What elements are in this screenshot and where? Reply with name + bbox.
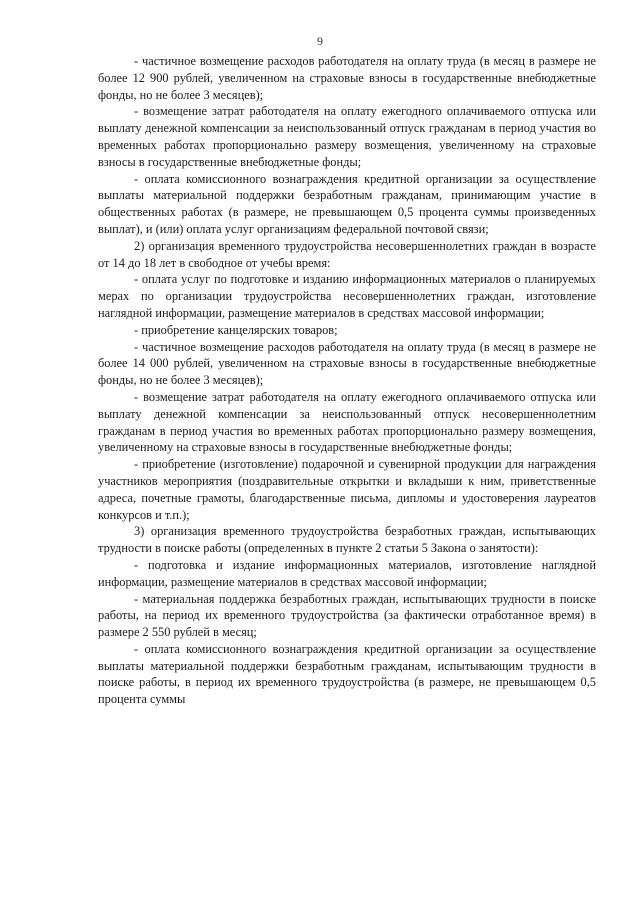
paragraph: - оплата услуг по подготовке и изданию информационных материалов о планируемых мерах по организации трудоустройства несовершеннолетних граждан, изготовление наглядной информации, размещение материалов в средствах массовой информации;: [98, 272, 596, 320]
document-body: [98, 53, 596, 708]
page-number: 9: [317, 34, 323, 48]
paragraph: - материальная поддержка безработных граждан, испытывающих трудности в поиске работы, на период их временного трудоустройства (за фактически отработанное время) в размере 2 550 рублей в месяц;: [98, 591, 596, 640]
paragraph: - частичное возмещение расходов работодателя на оплату труда (в месяц в размере не более 12 900 рублей, увеличенном на страховые взносы в государственные внебюджетные фонды, но не более 3 месяцев);: [98, 54, 596, 102]
paragraph: - возмещение затрат работодателя на оплату ежегодного оплачиваемого отпуска или выплату денежной компенсации за неиспользованный отпуск несовершеннолетним гражданам в период участия во временных работах пропорционально размеру возмещения, увеличенному на страховые взносы в государственные внебюджетные фонды;: [98, 389, 596, 455]
paragraph: - оплата комиссионного вознаграждения кредитной организации за осуществление выплаты материальной поддержки безработным гражданам, принимающим участие в общественных работах (в размере, не превышающем 0,5 процента суммы произведенных выплат), и (или) оплата услуг организациям федеральной почтовой связи;: [98, 171, 596, 236]
paragraph: - приобретение канцелярских товаров;: [134, 322, 338, 337]
paragraph: - подготовка и издание информационных материалов, изготовление наглядной информации, размещение материалов в средствах массовой информации;: [98, 557, 596, 589]
numbered-paragraph: 3) организация временного трудоустройства безработных граждан, испытывающих трудности в поиске работы (определенных в пункте 2 статьи 5 Закона о занятости):: [98, 524, 596, 556]
paragraph: - возмещение затрат работодателя на оплату ежегодного оплачиваемого отпуска или выплату денежной компенсации за неиспользованный отпуск гражданам в период участия во временных работах пропорционально размеру возмещения, увеличенному на страховые взносы в государственные внебюджетные фонды;: [98, 104, 596, 169]
paragraph: - оплата комиссионного вознаграждения кредитной организации за осуществление выплаты материальной поддержки безработным гражданам, испытывающим трудности в поиске работы, в период их временного трудоустройства (в размере, не превышающем 0,5 процента суммы: [98, 641, 596, 707]
paragraph: - приобретение (изготовление) подарочной и сувенирной продукции для награждения участников мероприятия (поздравительные открытки и вкладыши к ним, приветственные адреса, почетные грамоты, благодарственные письма, дипломы и удостоверения лауреатов конкурсов и т.п.);: [98, 457, 596, 522]
paragraph: - частичное возмещение расходов работодателя на оплату труда (в месяц в размере не более 14 000 рублей, увеличенном на страховые взносы в государственные внебюджетные фонды, но не более 3 месяцев);: [98, 339, 596, 388]
numbered-paragraph: 2) организация временного трудоустройства несовершеннолетних граждан в возрасте от 14 до 18 лет в свободное от учебы время:: [98, 238, 596, 270]
